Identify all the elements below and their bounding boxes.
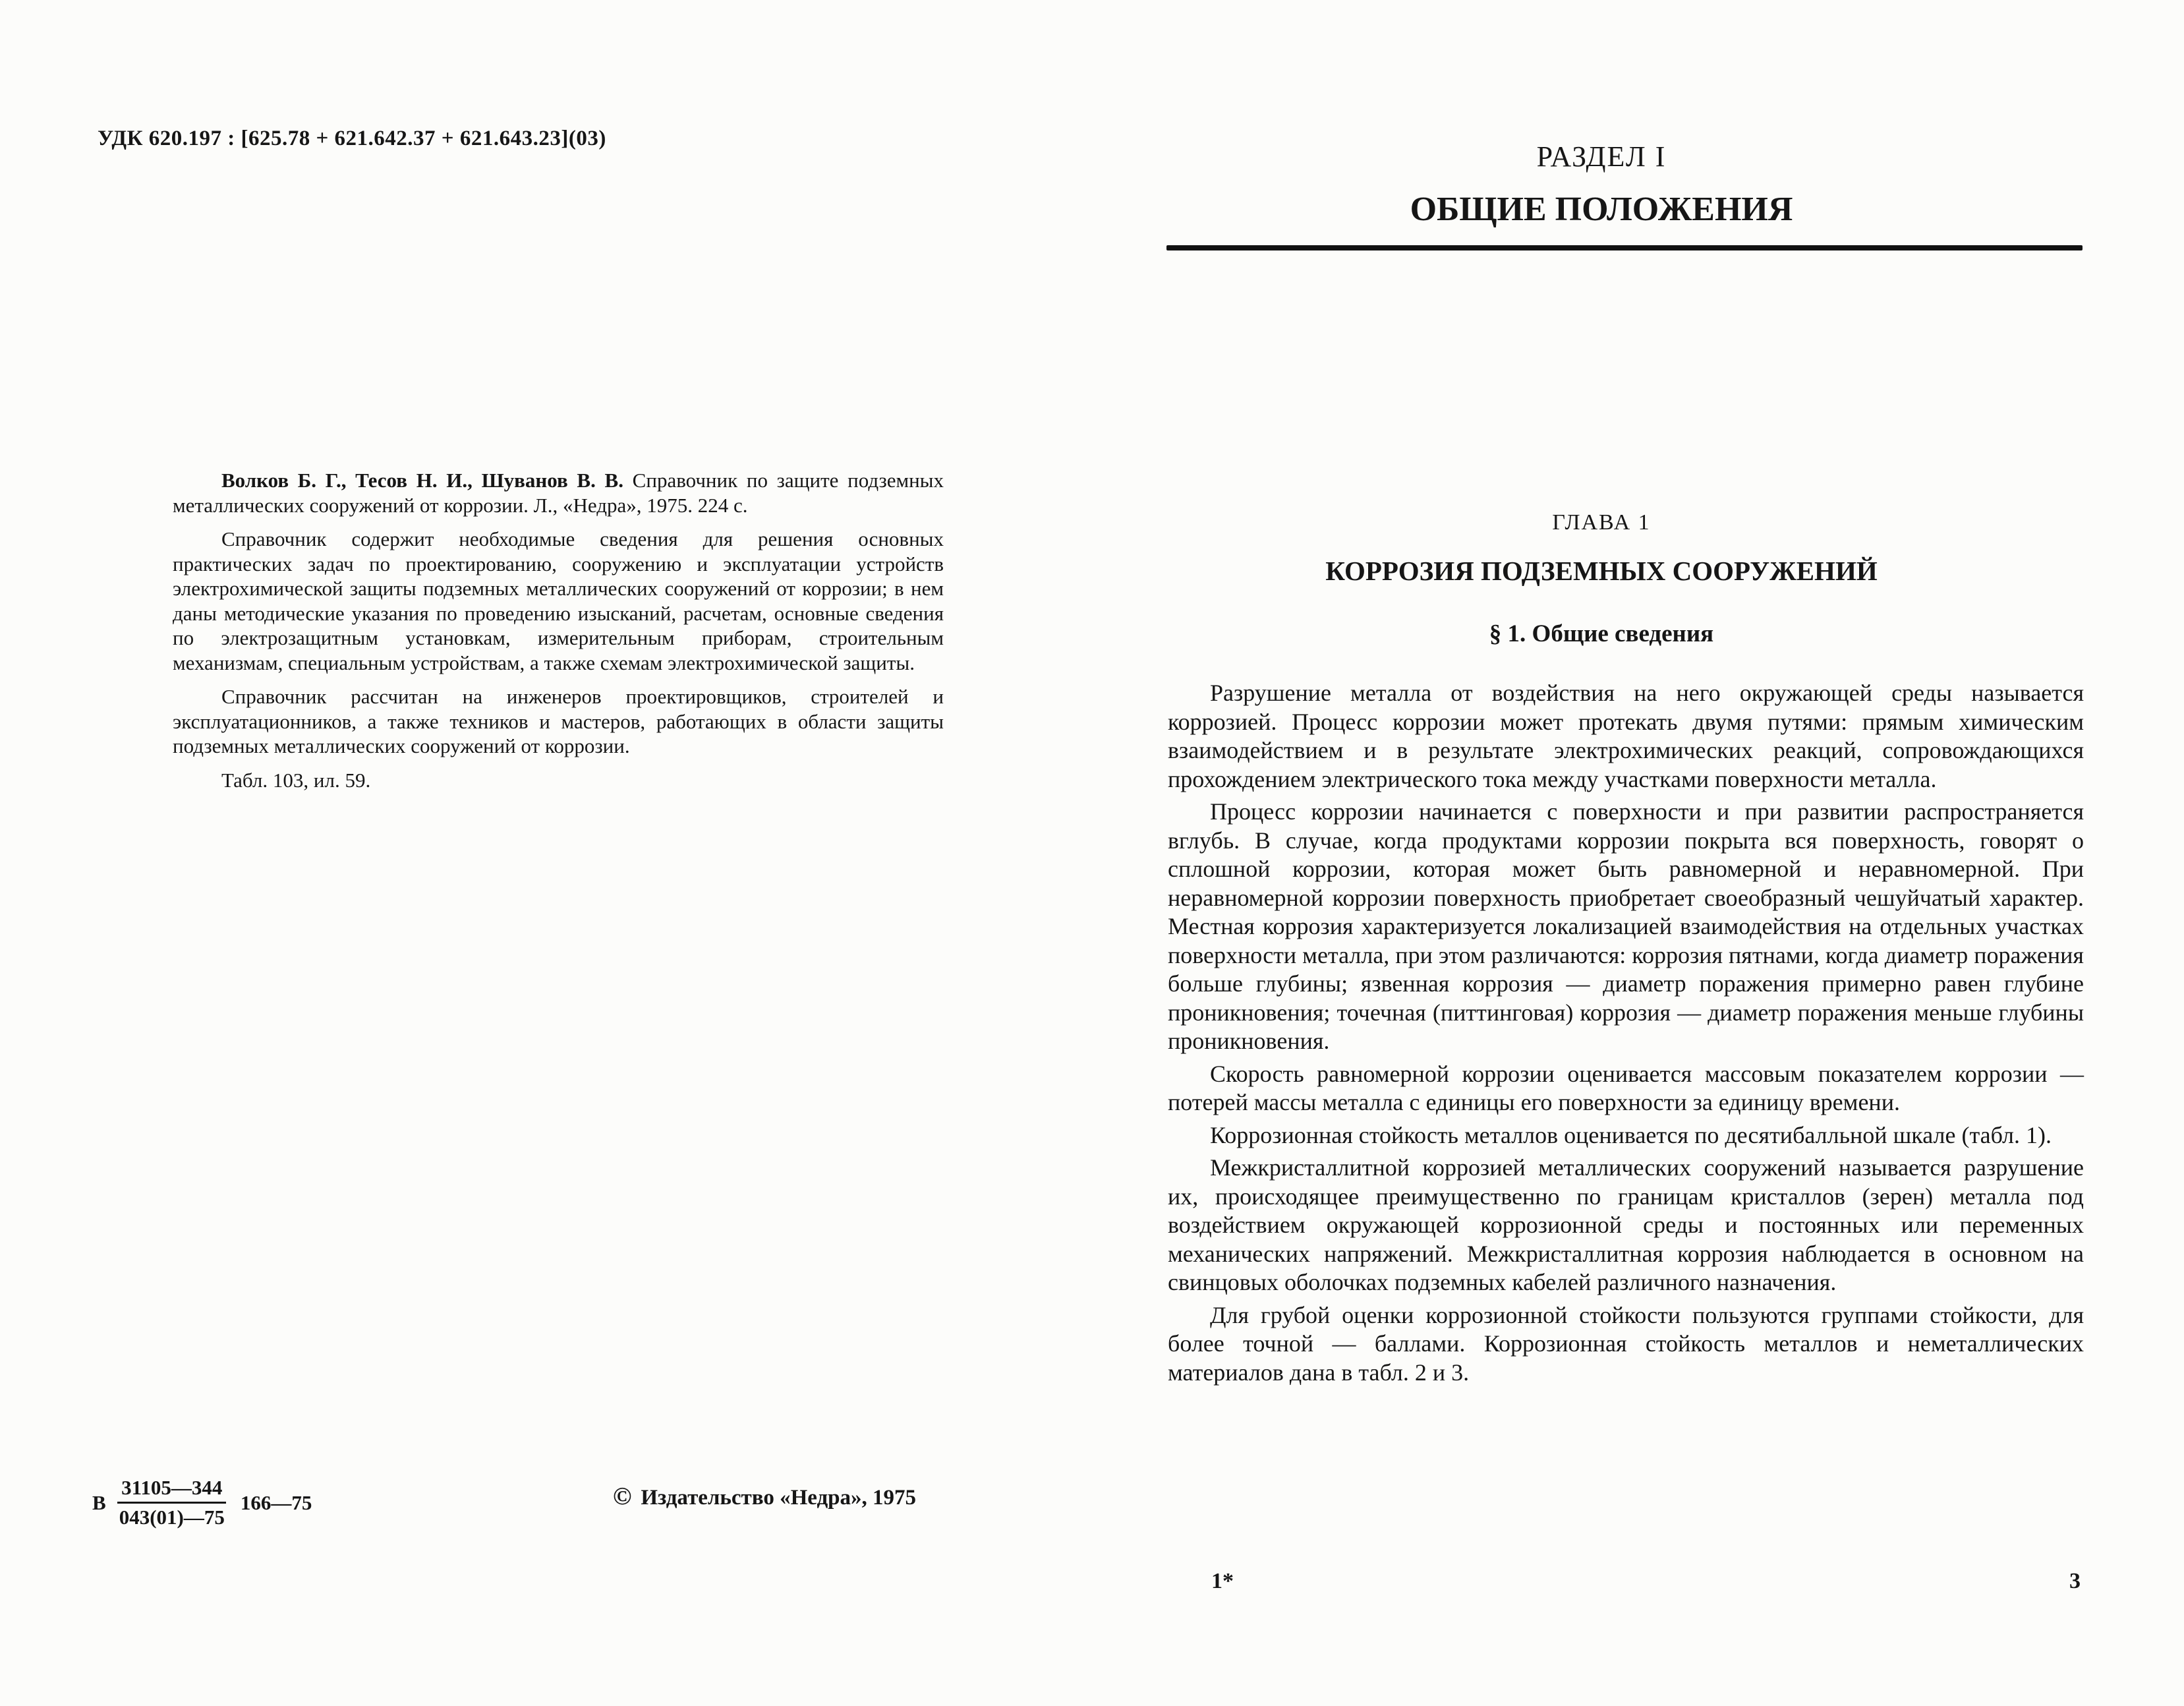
imprint-number: 166—75 [240, 1490, 312, 1514]
copyright-notice [613, 1482, 916, 1511]
chapter-label: ГЛАВА 1 [1552, 510, 1651, 535]
abstract-audience: Справочник рассчитан на инженеров проектировщиков, строителей и эксплуатационников, а также техников и мастеров, работающих в области защиты подземных металлических сооружений от коррозии. [173, 685, 944, 757]
bibliographic-abstract [173, 468, 944, 802]
body-paragraph: Коррозионная стойкость металлов оценивается по десятибалльной шкале (табл. 1). [1210, 1121, 2052, 1148]
copyright-text: Издательство «Недра», 1975 [641, 1486, 917, 1510]
body-paragraph: Для грубой оценки коррозионной стойкости пользуются группами стойкости, для более точной — баллами. Коррозионная стойкость металлов и неметаллических материалов дана в табл. 2 и 3. [1168, 1301, 2084, 1386]
body-paragraph: Разрушение металла от воздействия на него окружающей среды называется коррозией. Процесс коррозии может протекать двумя путями: прямым химическим взаимодействием и в результате электрохимических реакций, сопровождающихся прохождением электрического тока между участками поверхности металла. [1168, 680, 2084, 792]
citation-authors: Волков Б. Г., Тесов Н. И., Шуванов В. В. [221, 469, 623, 492]
imprint-fraction [115, 1474, 229, 1531]
tables-illustrations-count: Табл. 103, ил. 59. [221, 768, 371, 792]
udk-code: УДК 620.197 : [625.78 + 621.642.37 + 621.643.23](03) [98, 127, 606, 150]
abstract-summary: Справочник содержит необходимые сведения для решения основных практических задач по проектированию, сооружению и эксплуатации устройств электрохимической защиты подземных металлических сооружений от коррозии; в нем даны методические указания по проведению изысканий, расчетам, основные сведения по электрозащитным установкам, измерительным приборам, строительным механизмам, специальным устройствам, а также схемам электрохимической защиты. [173, 527, 944, 674]
section-label: РАЗДЕЛ I [1536, 140, 1667, 173]
chapter-title: КОРРОЗИЯ ПОДЗЕМНЫХ СООРУЖЕНИЙ [1325, 556, 1878, 586]
body-paragraph: Процесс коррозии начинается с поверхности и при развитии распространяется вглубь. В случае, когда продуктами коррозии покрыта вся поверхность, говорят о сплошной коррозии, которая может быть равномерной и неравномерной. При неравномерной коррозии поверхность приобретает своеобразный чешуйчатый характер. Местная коррозия характеризуется локализацией взаимодействия на отдельных участках поверхности металла, при этом различаются: коррозия пятнами, когда диаметр поражения больше глубины; язвенная коррозия — диаметр поражения примерно равен глубине проникновения; точечная (питтинговая) коррозия — диаметр поражения меньше глубины проникновения. [1168, 798, 2084, 1054]
body-paragraph: Скорость равномерной коррозии оценивается массовым показателем коррозии — потерей массы металла с единицы его поверхности за единицу времени. [1168, 1060, 2084, 1115]
page-number: 3 [2069, 1569, 2081, 1593]
right-page [1120, 0, 2184, 1706]
sheet-signature: 1* [1211, 1569, 1234, 1593]
imprint-code [92, 1474, 312, 1531]
citation-text: Справочник по защите подземных металлических сооружений от коррозии. Л., «Недра», 1975. 224 с. [173, 469, 944, 517]
section-divider [1166, 245, 2083, 250]
body-text [1168, 679, 2084, 1391]
body-paragraph: Межкристаллитной коррозией металлических сооружений называется разрушение их, происходящее преимущественно по границам кристаллов (зерен) металла под воздействием окружающей коррозионной среды и постоянных или переменных механических напряжений. Межкристаллитная коррозия наблюдается в основном на свинцовых оболочках подземных кабелей различного назначения. [1168, 1154, 2084, 1295]
imprint-denominator: 043(01)—75 [119, 1506, 225, 1529]
imprint-prefix: В [92, 1490, 106, 1514]
paragraph-heading: § 1. Общие сведения [1489, 620, 1714, 647]
section-title: ОБЩИЕ ПОЛОЖЕНИЯ [1410, 191, 1793, 228]
citation [173, 468, 944, 517]
left-page [0, 0, 1081, 1706]
imprint-numerator: 31105—344 [117, 1474, 226, 1504]
copyright-icon: © [613, 1483, 632, 1510]
